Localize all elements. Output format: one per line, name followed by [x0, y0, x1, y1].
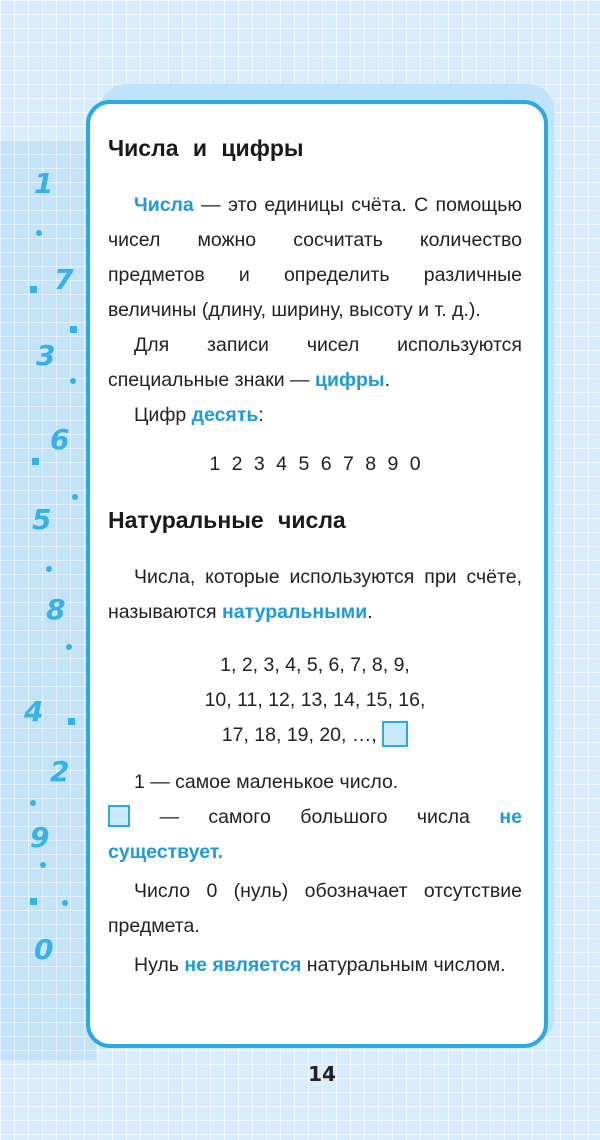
paragraph-natural-definition [108, 560, 522, 630]
digits-row: 1 2 3 4 5 6 7 8 9 0 [209, 453, 421, 475]
strip-digit-0: 0 [34, 933, 54, 966]
strip-dot [72, 494, 78, 500]
natural-definition-end: . [367, 601, 373, 623]
natural-list-line [108, 718, 522, 753]
section-title-natural-numbers: Натуральные числа [108, 507, 346, 533]
strip-digit-6: 6 [50, 423, 70, 456]
zero-not-natural-end: натуральным числом. [301, 954, 506, 976]
strip-digit-7: 7 [54, 263, 74, 296]
strip-dot [70, 378, 76, 384]
strip-digit-8: 8 [46, 593, 66, 626]
strip-dot [30, 800, 36, 806]
strip-dot [62, 900, 68, 906]
strip-digit-5: 5 [32, 503, 52, 536]
term-natural: натуральными [221, 601, 368, 623]
card-content [108, 128, 522, 983]
paragraph-zero: Число 0 (нуль) обозначает отсутствие предмета. [108, 880, 522, 937]
paragraph-largest [108, 800, 522, 870]
digits-usage-text: Для записи чисел используются специальные знаки — [108, 334, 522, 391]
natural-numbers-list [108, 648, 522, 753]
blank-box [382, 721, 408, 747]
term-does-not-exist: не существует. [108, 806, 522, 863]
strip-dot [46, 566, 52, 572]
strip-digit-3: 3 [36, 339, 56, 372]
strip-dot [30, 898, 37, 905]
strip-dot [40, 862, 46, 868]
paragraph-digits-count [108, 398, 522, 433]
strip-dot [30, 286, 37, 293]
natural-list-line: 1, 2, 3, 4, 5, 6, 7, 8, 9, [220, 654, 410, 676]
section-title-numbers-and-digits: Числа и цифры [108, 135, 304, 161]
content-card [86, 100, 548, 1048]
paragraph-numbers-definition [108, 188, 522, 328]
natural-definition-text: Числа, которые используются при счёте, называются [108, 566, 522, 623]
paragraph-zero-not-natural [108, 948, 522, 983]
strip-digit-1: 1 [34, 167, 54, 200]
paragraph-smallest: 1 — самое маленькое число. [134, 771, 399, 793]
strip-dot [68, 718, 75, 725]
natural-list-line: 10, 11, 12, 13, 14, 15, 16, [204, 689, 426, 711]
zero-not-natural-text: Нуль [134, 954, 185, 976]
term-ten: десять [191, 404, 259, 426]
digits-count-end: : [258, 404, 264, 426]
digits-usage-end: . [384, 369, 390, 391]
digits-count-text: Цифр [134, 404, 192, 426]
page-number: 14 [308, 1062, 336, 1086]
strip-digit-9: 9 [30, 821, 50, 854]
strip-digit-2: 2 [50, 755, 70, 788]
strip-dot [32, 458, 39, 465]
strip-dot [36, 230, 42, 236]
definition-text: — это единицы счёта. С помощью чисел можно сосчитать количество предметов и определить различные величины (длину, ширину, высоту и т. д.). [108, 194, 522, 321]
term-is-not: не является [184, 954, 302, 976]
paragraph-digits-usage [108, 328, 522, 398]
strip-dot [66, 644, 72, 650]
strip-dot [70, 326, 77, 333]
largest-text: — самого большого числа [130, 806, 500, 828]
strip-digit-4: 4 [24, 695, 44, 728]
blank-box [108, 805, 130, 827]
term-numbers: Числа [134, 194, 194, 216]
natural-list-line-text: 17, 18, 19, 20, …, [221, 724, 377, 746]
term-digits: цифры [314, 369, 385, 391]
